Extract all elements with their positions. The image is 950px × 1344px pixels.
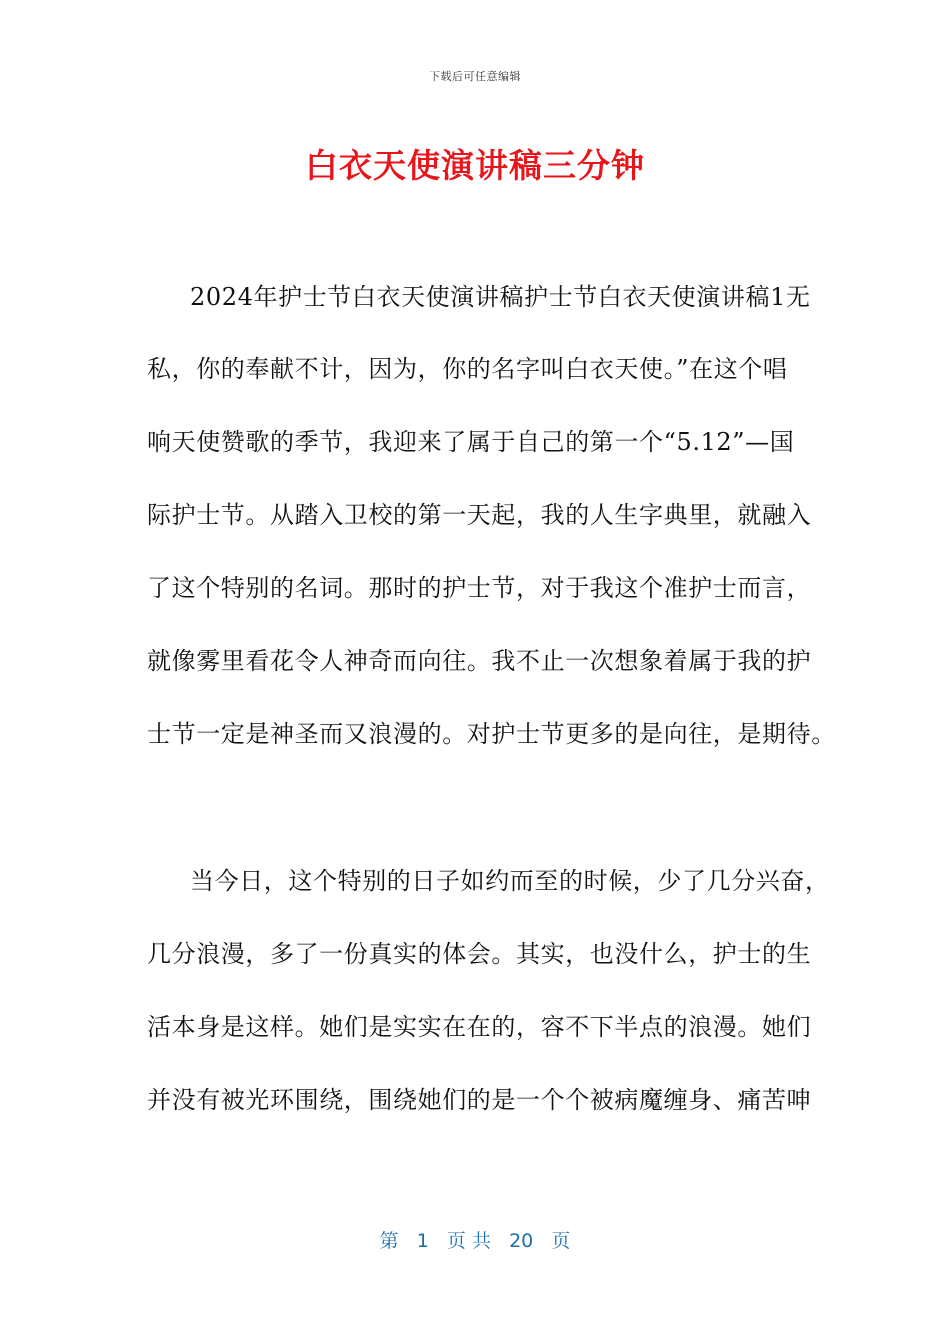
paragraph-line: 2024年护士节白衣天使演讲稿护士节白衣天使演讲稿1无 bbox=[190, 283, 811, 311]
paragraph-line: 并没有被光环围绕，围绕她们的是一个个被病魔缠身、痛苦呻 bbox=[147, 1086, 812, 1114]
footer-prefix: 第 bbox=[379, 1230, 399, 1252]
page-footer bbox=[0, 1226, 950, 1253]
paragraph-line: 士节一定是神圣而又浪漫的。对护士节更多的是向往，是期待。 bbox=[147, 720, 836, 748]
paragraph-line: 活本身是这样。她们是实实在在的，容不下半点的浪漫。她们 bbox=[147, 1013, 812, 1041]
footer-suffix: 页 bbox=[551, 1230, 571, 1252]
paragraph-line: 当今日，这个特别的日子如约而至的时候，少了几分兴奋， bbox=[190, 867, 830, 895]
paragraph-line: 私，你的奉献不计，因为，你的名字叫白衣天使。”在这个唱 bbox=[147, 355, 788, 383]
footer-middle: 页 共 bbox=[446, 1230, 491, 1252]
total-pages-number: 20 bbox=[509, 1230, 534, 1252]
page-header-note: 下载后可任意编辑 bbox=[429, 70, 521, 83]
current-page-number: 1 bbox=[416, 1230, 429, 1252]
paragraph-line: 响天使赞歌的季节，我迎来了属于自己的第一个“5.12”—国 bbox=[147, 428, 795, 456]
paragraph-line: 了这个特别的名词。那时的护士节，对于我这个准护士而言， bbox=[147, 574, 812, 602]
paragraph-line: 际护士节。从踏入卫校的第一天起，我的人生字典里，就融入 bbox=[147, 501, 812, 529]
paragraph-line: 几分浪漫，多了一份真实的体会。其实，也没什么，护士的生 bbox=[147, 940, 812, 968]
paragraph-line: 就像雾里看花令人神奇而向往。我不止一次想象着属于我的护 bbox=[147, 647, 812, 675]
document-title: 白衣天使演讲稿三分钟 bbox=[305, 146, 645, 185]
